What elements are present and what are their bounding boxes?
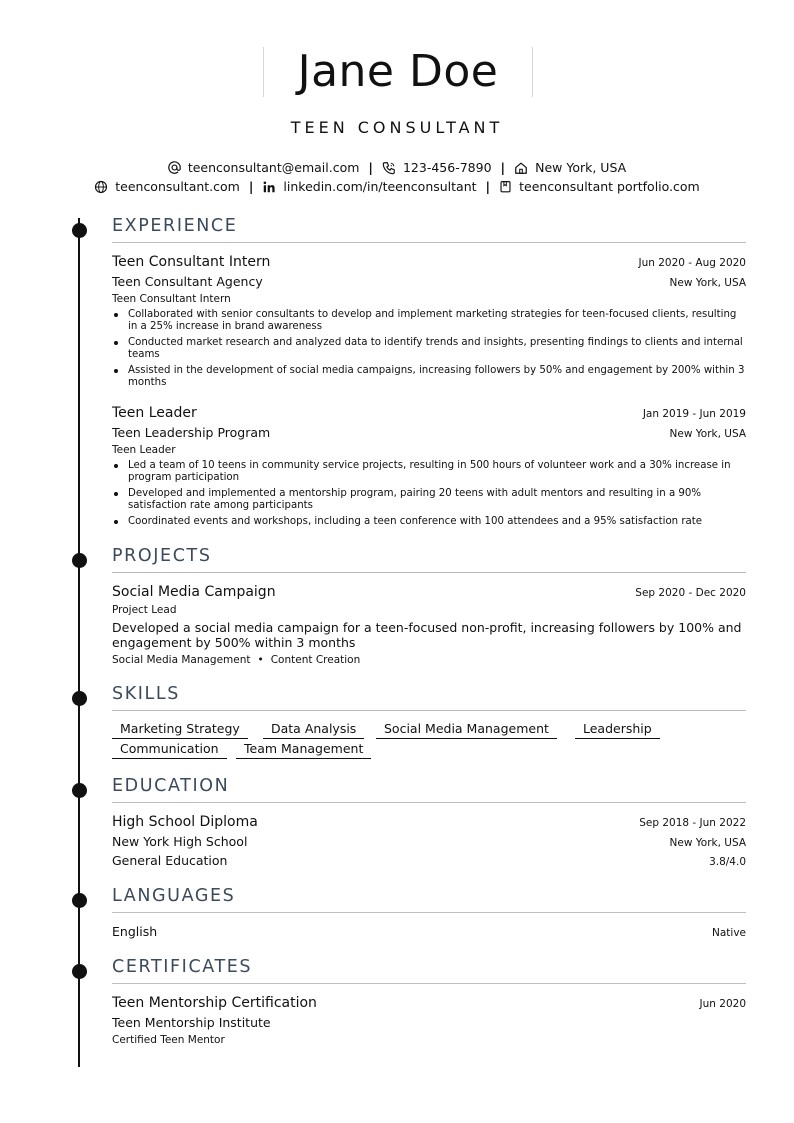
- certificate-entry-header: [112, 995, 746, 1011]
- separator: |: [248, 179, 254, 194]
- section-skills-title: SKILLS: [112, 685, 746, 711]
- location-text: New York, USA: [535, 160, 627, 175]
- bookmark-icon: [499, 180, 512, 193]
- experience-entry-1-bullets: [112, 309, 746, 393]
- bullet-item: Collaborated with senior consultants to develop and implement marketing strategies for teen-focused clients, resulting in a 25% increase in brand awareness: [112, 309, 746, 333]
- certificate-role: Certified Teen Mentor: [112, 1034, 225, 1046]
- experience-entry-2-company: [112, 425, 746, 440]
- website-text: teenconsultant.com: [115, 179, 240, 194]
- linkedin-text: linkedin.com/in/teenconsultant: [283, 179, 477, 194]
- experience-title: Teen Consultant Intern: [112, 254, 271, 270]
- bullet-item: Led a team of 10 teens in community service projects, resulting in 500 hours of volunteer work and a 30% increase in program participation: [112, 460, 746, 484]
- section-projects-title: PROJECTS: [112, 547, 746, 573]
- separator: |: [500, 160, 506, 175]
- experience-entry-1-header: [112, 254, 746, 270]
- tag-separator: •: [257, 654, 264, 666]
- experience-entry-1-role: [112, 293, 746, 305]
- contact-portfolio[interactable]: [499, 179, 700, 194]
- job-title: TEEN CONSULTANT: [290, 118, 504, 137]
- education-school-row: [112, 834, 746, 849]
- contact-phone[interactable]: [382, 160, 492, 175]
- bullet-item: Developed and implemented a mentorship program, pairing 20 teens with adult mentors and resulting in a 90% satisfaction rate among participants: [112, 488, 746, 512]
- home-icon: [514, 161, 528, 175]
- language-name: English: [112, 924, 158, 939]
- experience-entry-1-company: [112, 274, 746, 289]
- bullet-item: Conducted market research and analyzed data to identify trends and insights, presenting findings to clients and internal teams: [112, 337, 746, 361]
- education-dates: Sep 2018 - Jun 2022: [639, 817, 746, 829]
- experience-role: Teen Consultant Intern: [112, 293, 231, 305]
- separator: |: [485, 179, 491, 194]
- education-location: New York, USA: [669, 837, 746, 849]
- project-role-row: [112, 604, 746, 616]
- project-description: Developed a social media campaign for a teen-focused non-profit, increasing followers by 100% and engagement by 500% within 3 months: [112, 620, 742, 650]
- timeline-dot: [72, 223, 87, 238]
- project-tags: [112, 654, 746, 666]
- email-text: teenconsultant@email.com: [187, 160, 360, 175]
- project-entry-header: [112, 584, 746, 600]
- timeline-dot: [72, 964, 87, 979]
- experience-company: Teen Leadership Program: [112, 425, 271, 440]
- candidate-name: Jane Doe: [297, 46, 499, 97]
- education-field-row: [112, 853, 746, 868]
- education-entry-header: [112, 814, 746, 830]
- experience-dates: Jun 2020 - Aug 2020: [638, 257, 746, 269]
- project-tag: Social Media Management: [112, 654, 251, 666]
- education-degree: High School Diploma: [112, 814, 258, 830]
- experience-title: Teen Leader: [112, 405, 197, 421]
- education-field: General Education: [112, 853, 228, 868]
- timeline-dot: [72, 893, 87, 908]
- section-education-title: EDUCATION: [112, 777, 746, 803]
- linkedin-icon: [262, 180, 276, 194]
- skill-tag: Leadership: [575, 721, 660, 739]
- globe-icon: [94, 180, 108, 194]
- project-tag: Content Creation: [270, 654, 361, 666]
- certificate-date: Jun 2020: [699, 998, 746, 1010]
- contact-row-secondary: [0, 179, 794, 194]
- timeline-dot: [72, 783, 87, 798]
- certificate-role-row: [112, 1034, 746, 1046]
- skill-tag: Social Media Management: [376, 721, 557, 739]
- certificate-issuer: Teen Mentorship Institute: [112, 1015, 271, 1030]
- at-icon: [168, 161, 181, 174]
- section-languages-title: LANGUAGES: [112, 887, 746, 913]
- certificate-title: Teen Mentorship Certification: [112, 995, 317, 1011]
- skill-tag: Marketing Strategy: [112, 721, 248, 739]
- section-certificates-title: CERTIFICATES: [112, 958, 746, 984]
- contact-website[interactable]: [94, 179, 240, 194]
- contact-row-primary: [0, 160, 794, 175]
- language-entry: [112, 924, 746, 939]
- language-level: Native: [712, 927, 746, 939]
- skill-tag: Data Analysis: [263, 721, 364, 739]
- timeline-dot: [72, 553, 87, 568]
- certificate-issuer-row: [112, 1015, 746, 1030]
- project-title: Social Media Campaign: [112, 584, 276, 600]
- project-dates: Sep 2020 - Dec 2020: [635, 587, 746, 599]
- section-experience-title: EXPERIENCE: [112, 217, 746, 243]
- skill-tag: Communication: [112, 741, 227, 759]
- experience-dates: Jan 2019 - Jun 2019: [642, 408, 746, 420]
- experience-entry-2-bullets: [112, 460, 746, 532]
- contact-location: [514, 160, 626, 175]
- experience-entry-2-role: [112, 444, 746, 456]
- project-role: Project Lead: [112, 604, 177, 616]
- bullet-item: Coordinated events and workshops, including a teen conference with 100 attendees and a 95% satisfaction rate: [112, 516, 746, 528]
- contact-linkedin[interactable]: [262, 179, 476, 194]
- experience-company: Teen Consultant Agency: [112, 274, 263, 289]
- education-school: New York High School: [112, 834, 248, 849]
- experience-location: New York, USA: [669, 428, 746, 440]
- timeline-line: [78, 218, 80, 1067]
- contact-email[interactable]: [168, 160, 360, 175]
- separator: |: [368, 160, 373, 175]
- phone-icon: [382, 161, 396, 175]
- portfolio-text: teenconsultant portfolio.com: [519, 179, 700, 194]
- education-gpa: 3.8/4.0: [709, 856, 746, 868]
- bullet-item: Assisted in the development of social media campaigns, increasing followers by 50% and engagement by 200% within 3 months: [112, 365, 746, 389]
- experience-location: New York, USA: [669, 277, 746, 289]
- experience-entry-2-header: [112, 405, 746, 421]
- skill-tag: Team Management: [236, 741, 371, 759]
- name-box: [263, 47, 533, 97]
- timeline-dot: [72, 691, 87, 706]
- phone-text: 123-456-7890: [402, 160, 492, 175]
- experience-role: Teen Leader: [112, 444, 176, 456]
